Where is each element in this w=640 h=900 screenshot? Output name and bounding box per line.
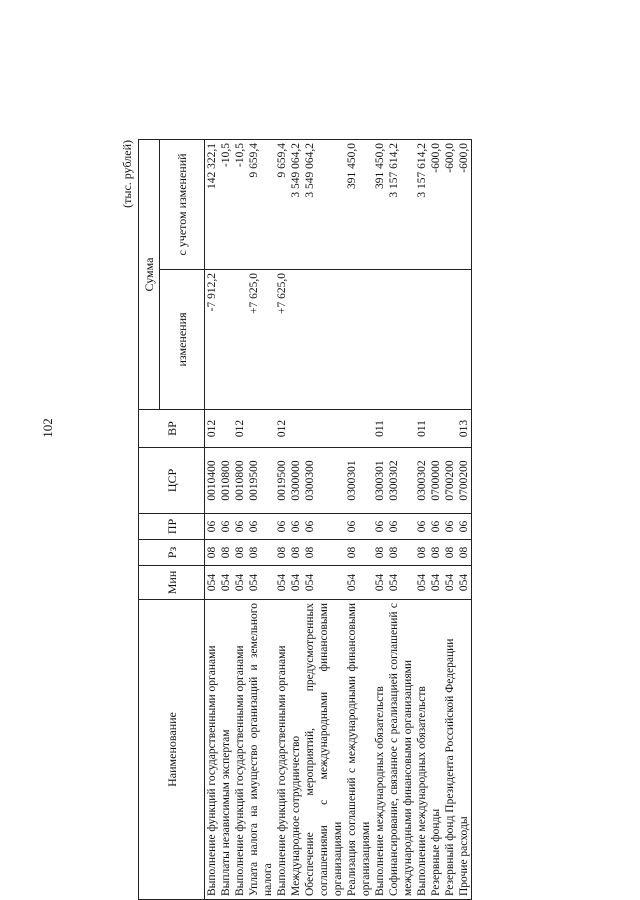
- row-rz: 08: [387, 540, 415, 566]
- row-total: 3 157 614,2: [387, 139, 415, 269]
- row-total: -600,0: [457, 139, 472, 269]
- table-row: [387, 139, 415, 899]
- row-csr: 0300302: [387, 448, 415, 514]
- row-rz: 08: [429, 540, 443, 566]
- row-vr: [219, 410, 233, 448]
- row-name: Выполнение функций государственными органами: [275, 600, 289, 900]
- row-name: Реализация соглашений с международными финансовыми организациями: [345, 600, 373, 900]
- row-name: Уплата налога на имущество организаций и земельного налога: [247, 600, 275, 900]
- row-total: 391 450,0: [345, 139, 373, 269]
- row-rz: 08: [219, 540, 233, 566]
- page-number: 102: [40, 418, 55, 438]
- row-vr: [345, 410, 373, 448]
- units-note: (тыс. рублей): [120, 140, 134, 208]
- row-pr: 06: [233, 514, 247, 540]
- row-change: [415, 270, 429, 410]
- row-total: 3 549 064,2: [303, 139, 345, 269]
- row-csr: 0700200: [457, 448, 472, 514]
- header-rz: Рз: [139, 540, 205, 566]
- row-pr: 06: [289, 514, 303, 540]
- row-pr: 06: [275, 514, 289, 540]
- row-vr: [289, 410, 303, 448]
- row-rz: 08: [247, 540, 275, 566]
- row-change: [373, 270, 387, 410]
- row-rz: 08: [373, 540, 387, 566]
- row-change: [219, 270, 233, 410]
- row-min: 054: [457, 566, 472, 600]
- row-vr: [303, 410, 345, 448]
- row-pr: 06: [457, 514, 472, 540]
- header-sum: Сумма: [139, 139, 160, 409]
- row-rz: 08: [457, 540, 472, 566]
- row-name: Выплаты независимым экспертам: [219, 600, 233, 900]
- table-row: [247, 139, 275, 899]
- row-rz: 08: [443, 540, 457, 566]
- row-name: Резервный фонд Президента Российской Федерации: [443, 600, 457, 900]
- row-rz: 08: [205, 540, 220, 566]
- row-pr: 06: [387, 514, 415, 540]
- row-rz: 08: [233, 540, 247, 566]
- header-with-change: с учетом изменений: [160, 139, 205, 269]
- header-name: Наименование: [139, 600, 205, 900]
- row-min: 054: [373, 566, 387, 600]
- row-csr: 0300000: [289, 448, 303, 514]
- row-change: +7 625,0: [275, 270, 289, 410]
- row-min: 054: [205, 566, 220, 600]
- table-row: [345, 139, 373, 899]
- row-csr: 0010800: [233, 448, 247, 514]
- table-row: [289, 139, 303, 899]
- row-vr: [443, 410, 457, 448]
- table-row: [303, 139, 345, 899]
- row-name: Софинансирование, связанное с реализацией соглашений с международными финансовыми организациями: [387, 600, 415, 900]
- row-change: [429, 270, 443, 410]
- row-name: Выполнение международных обязательств: [373, 600, 387, 900]
- header-vr: ВР: [139, 410, 205, 448]
- row-min: 054: [345, 566, 373, 600]
- row-total: 142 322,1: [205, 139, 220, 269]
- rotated-page-content: [80, 60, 600, 900]
- row-vr: 012: [275, 410, 289, 448]
- row-csr: 0300301: [373, 448, 387, 514]
- row-pr: 06: [429, 514, 443, 540]
- row-csr: 0019500: [247, 448, 275, 514]
- row-rz: 08: [303, 540, 345, 566]
- row-min: 054: [247, 566, 275, 600]
- row-min: 054: [387, 566, 415, 600]
- table-row: [429, 139, 443, 899]
- row-rz: 08: [415, 540, 429, 566]
- row-csr: 0700200: [443, 448, 457, 514]
- row-csr: 0300302: [415, 448, 429, 514]
- row-name: Обеспечение мероприятий, предусмотренных соглашениями с международными финансовыми организациями: [303, 600, 345, 900]
- row-total: 3 549 064,2: [289, 139, 303, 269]
- table-row: [205, 139, 220, 899]
- row-vr: [387, 410, 415, 448]
- row-pr: 06: [219, 514, 233, 540]
- row-vr: [247, 410, 275, 448]
- row-csr: 0019500: [275, 448, 289, 514]
- row-total: -600,0: [429, 139, 443, 269]
- row-csr: 0010800: [219, 448, 233, 514]
- row-pr: 06: [415, 514, 429, 540]
- row-pr: 06: [345, 514, 373, 540]
- row-name: Выполнение международных обязательств: [415, 600, 429, 900]
- row-min: 054: [219, 566, 233, 600]
- row-total: 9 659,4: [247, 139, 275, 269]
- row-rz: 08: [345, 540, 373, 566]
- row-vr: 011: [415, 410, 429, 448]
- row-csr: 0700000: [429, 448, 443, 514]
- table-body: [205, 139, 472, 899]
- row-min: 054: [233, 566, 247, 600]
- row-pr: 06: [303, 514, 345, 540]
- row-total: 9 659,4: [275, 139, 289, 269]
- row-change: [345, 270, 373, 410]
- table-row: [415, 139, 429, 899]
- row-min: 054: [415, 566, 429, 600]
- row-change: +7 625,0: [247, 270, 275, 410]
- row-rz: 08: [289, 540, 303, 566]
- table-row: [219, 139, 233, 899]
- row-vr: 011: [373, 410, 387, 448]
- row-min: 054: [275, 566, 289, 600]
- row-change: -7 912,2: [205, 270, 220, 410]
- row-vr: 013: [457, 410, 472, 448]
- row-name: Международное сотрудничество: [289, 600, 303, 900]
- table-row: [233, 139, 247, 899]
- row-vr: [429, 410, 443, 448]
- header-change: изменения: [160, 270, 205, 410]
- row-change: [457, 270, 472, 410]
- row-min: 054: [303, 566, 345, 600]
- table-row: [373, 139, 387, 899]
- row-vr: 012: [233, 410, 247, 448]
- budget-table-wrap: [138, 139, 472, 900]
- row-pr: 06: [205, 514, 220, 540]
- table-row: [443, 139, 457, 899]
- row-total: 391 450,0: [373, 139, 387, 269]
- row-name: Резервные фонды: [429, 600, 443, 900]
- row-total: 3 157 614,2: [415, 139, 429, 269]
- row-min: 054: [443, 566, 457, 600]
- row-csr: 0300300: [303, 448, 345, 514]
- header-pr: ПР: [139, 514, 205, 540]
- row-change: [289, 270, 303, 410]
- row-total: -600,0: [443, 139, 457, 269]
- header-csr: ЦСР: [139, 448, 205, 514]
- row-name: Прочие расходы: [457, 600, 472, 900]
- row-min: 054: [289, 566, 303, 600]
- row-change: [387, 270, 415, 410]
- row-name: Выполнение функций государственными органами: [233, 600, 247, 900]
- table-row: [275, 139, 289, 899]
- row-name: Выполнение функций государственными органами: [205, 600, 220, 900]
- row-pr: 06: [247, 514, 275, 540]
- row-csr: 0300301: [345, 448, 373, 514]
- row-rz: 08: [275, 540, 289, 566]
- table-row: [457, 139, 472, 899]
- row-pr: 06: [373, 514, 387, 540]
- row-total: -10,5: [233, 139, 247, 269]
- row-pr: 06: [443, 514, 457, 540]
- row-total: -10,5: [219, 139, 233, 269]
- row-vr: 012: [205, 410, 220, 448]
- row-change: [443, 270, 457, 410]
- row-min: 054: [429, 566, 443, 600]
- row-change: [303, 270, 345, 410]
- row-change: [233, 270, 247, 410]
- row-csr: 0010400: [205, 448, 220, 514]
- header-min: Мин: [139, 566, 205, 600]
- budget-table: [138, 139, 472, 900]
